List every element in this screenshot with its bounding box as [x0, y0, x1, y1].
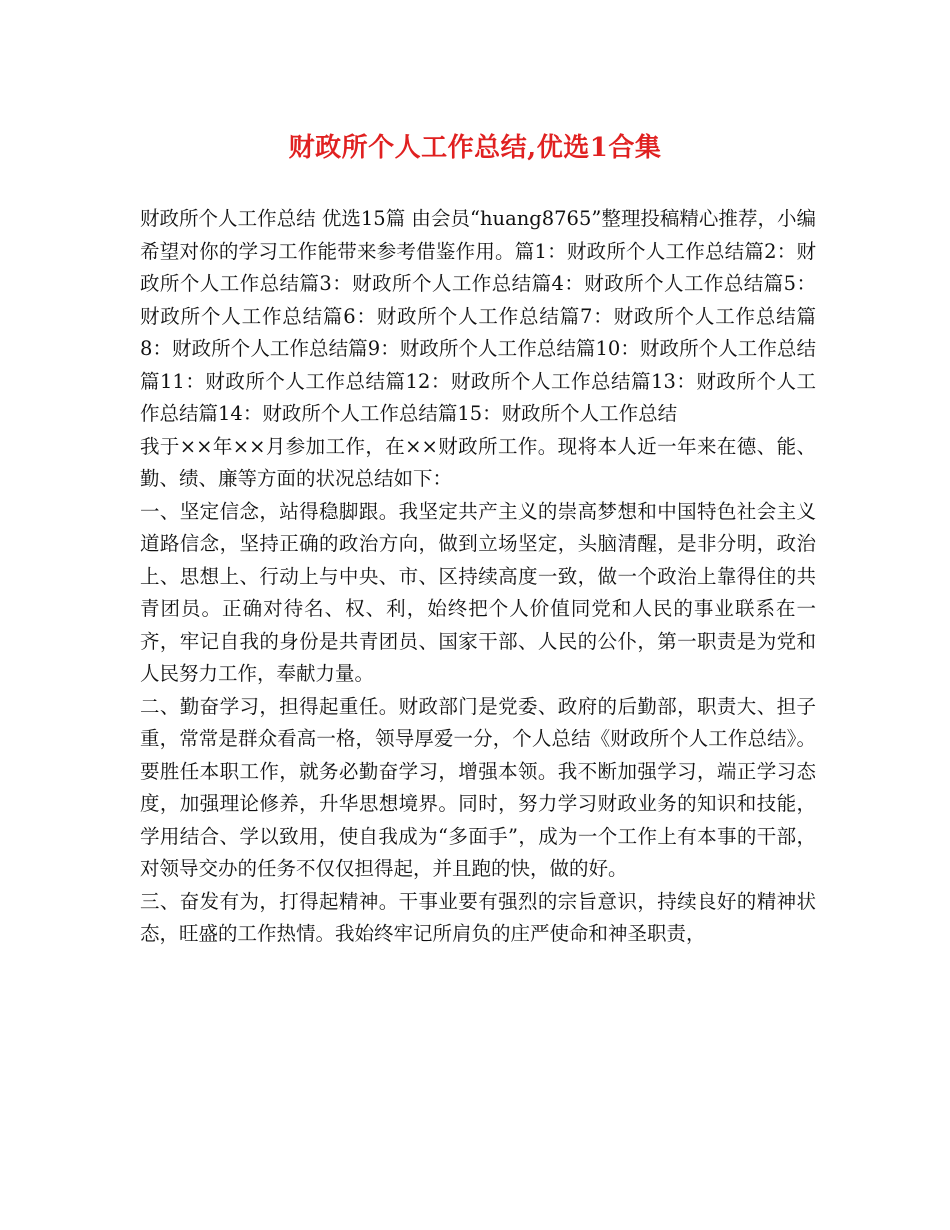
paragraph-section-2: 二、勤奋学习，担得起重任。财政部门是党委、政府的后勤部，职责大、担子重，常常是群众看高一格，领导厚爱一分，个人总结《财政所个人工作总结》。要胜任本职工作，就务必勤奋学习，增强本领。我不断加强学习，端正学习态度，加强理论修养，升华思想境界。同时，努力学习财政业务的知识和技能，学用结合、学以致用，使自我成为“多面手”，成为一个工作上有本事的干部，对领导交办的任务不仅仅担得起，并且跑的快，做的好。	[140, 694, 816, 880]
paragraph-section-3: 三、奋发有为，打得起精神。干事业要有强烈的宗旨意识，持续良好的精神状态，旺盛的工作热情。我始终牢记所肩负的庄严使命和神圣职责，	[140, 889, 816, 945]
document-title: 财政所个人工作总结,优选1合集	[288, 133, 662, 163]
paragraph-intro: 财政所个人工作总结 优选15篇 由会员“huang8765”整理投稿精心推荐，小编希望对你的学习工作能带来参考借鉴作用。篇1：财政所个人工作总结篇2：财政所个人工作总结篇3：财政所个人工作总结篇4：财政所个人工作总结篇5：财政所个人工作总结篇6：财政所个人工作总结篇7：财政所个人工作总结篇8：财政所个人工作总结篇9：财政所个人工作总结篇10：财政所个人工作总结篇11：财政所个人工作总结篇12：财政所个人工作总结篇13：财政所个人工作总结篇14：财政所个人工作总结篇15：财政所个人工作总结	[140, 207, 816, 425]
paragraph-section-1: 一、坚定信念，站得稳脚跟。我坚定共产主义的崇高梦想和中国特色社会主义道路信念，坚持正确的政治方向，做到立场坚定，头脑清醒，是非分明，政治上、思想上、行动上与中央、市、区持续高度一致，做一个政治上靠得住的共青团员。正确对待名、权、利，始终把个人价值同党和人民的事业联系在一齐，牢记自我的身份是共青团员、国家干部、人民的公仆，第一职责是为党和人民努力工作，奉献力量。	[140, 499, 816, 685]
document-body	[140, 203, 816, 951]
paragraph-opening: 我于××年××月参加工作，在××财政所工作。现将本人近一年来在德、能、勤、绩、廉等方面的状况总结如下：	[140, 434, 816, 490]
